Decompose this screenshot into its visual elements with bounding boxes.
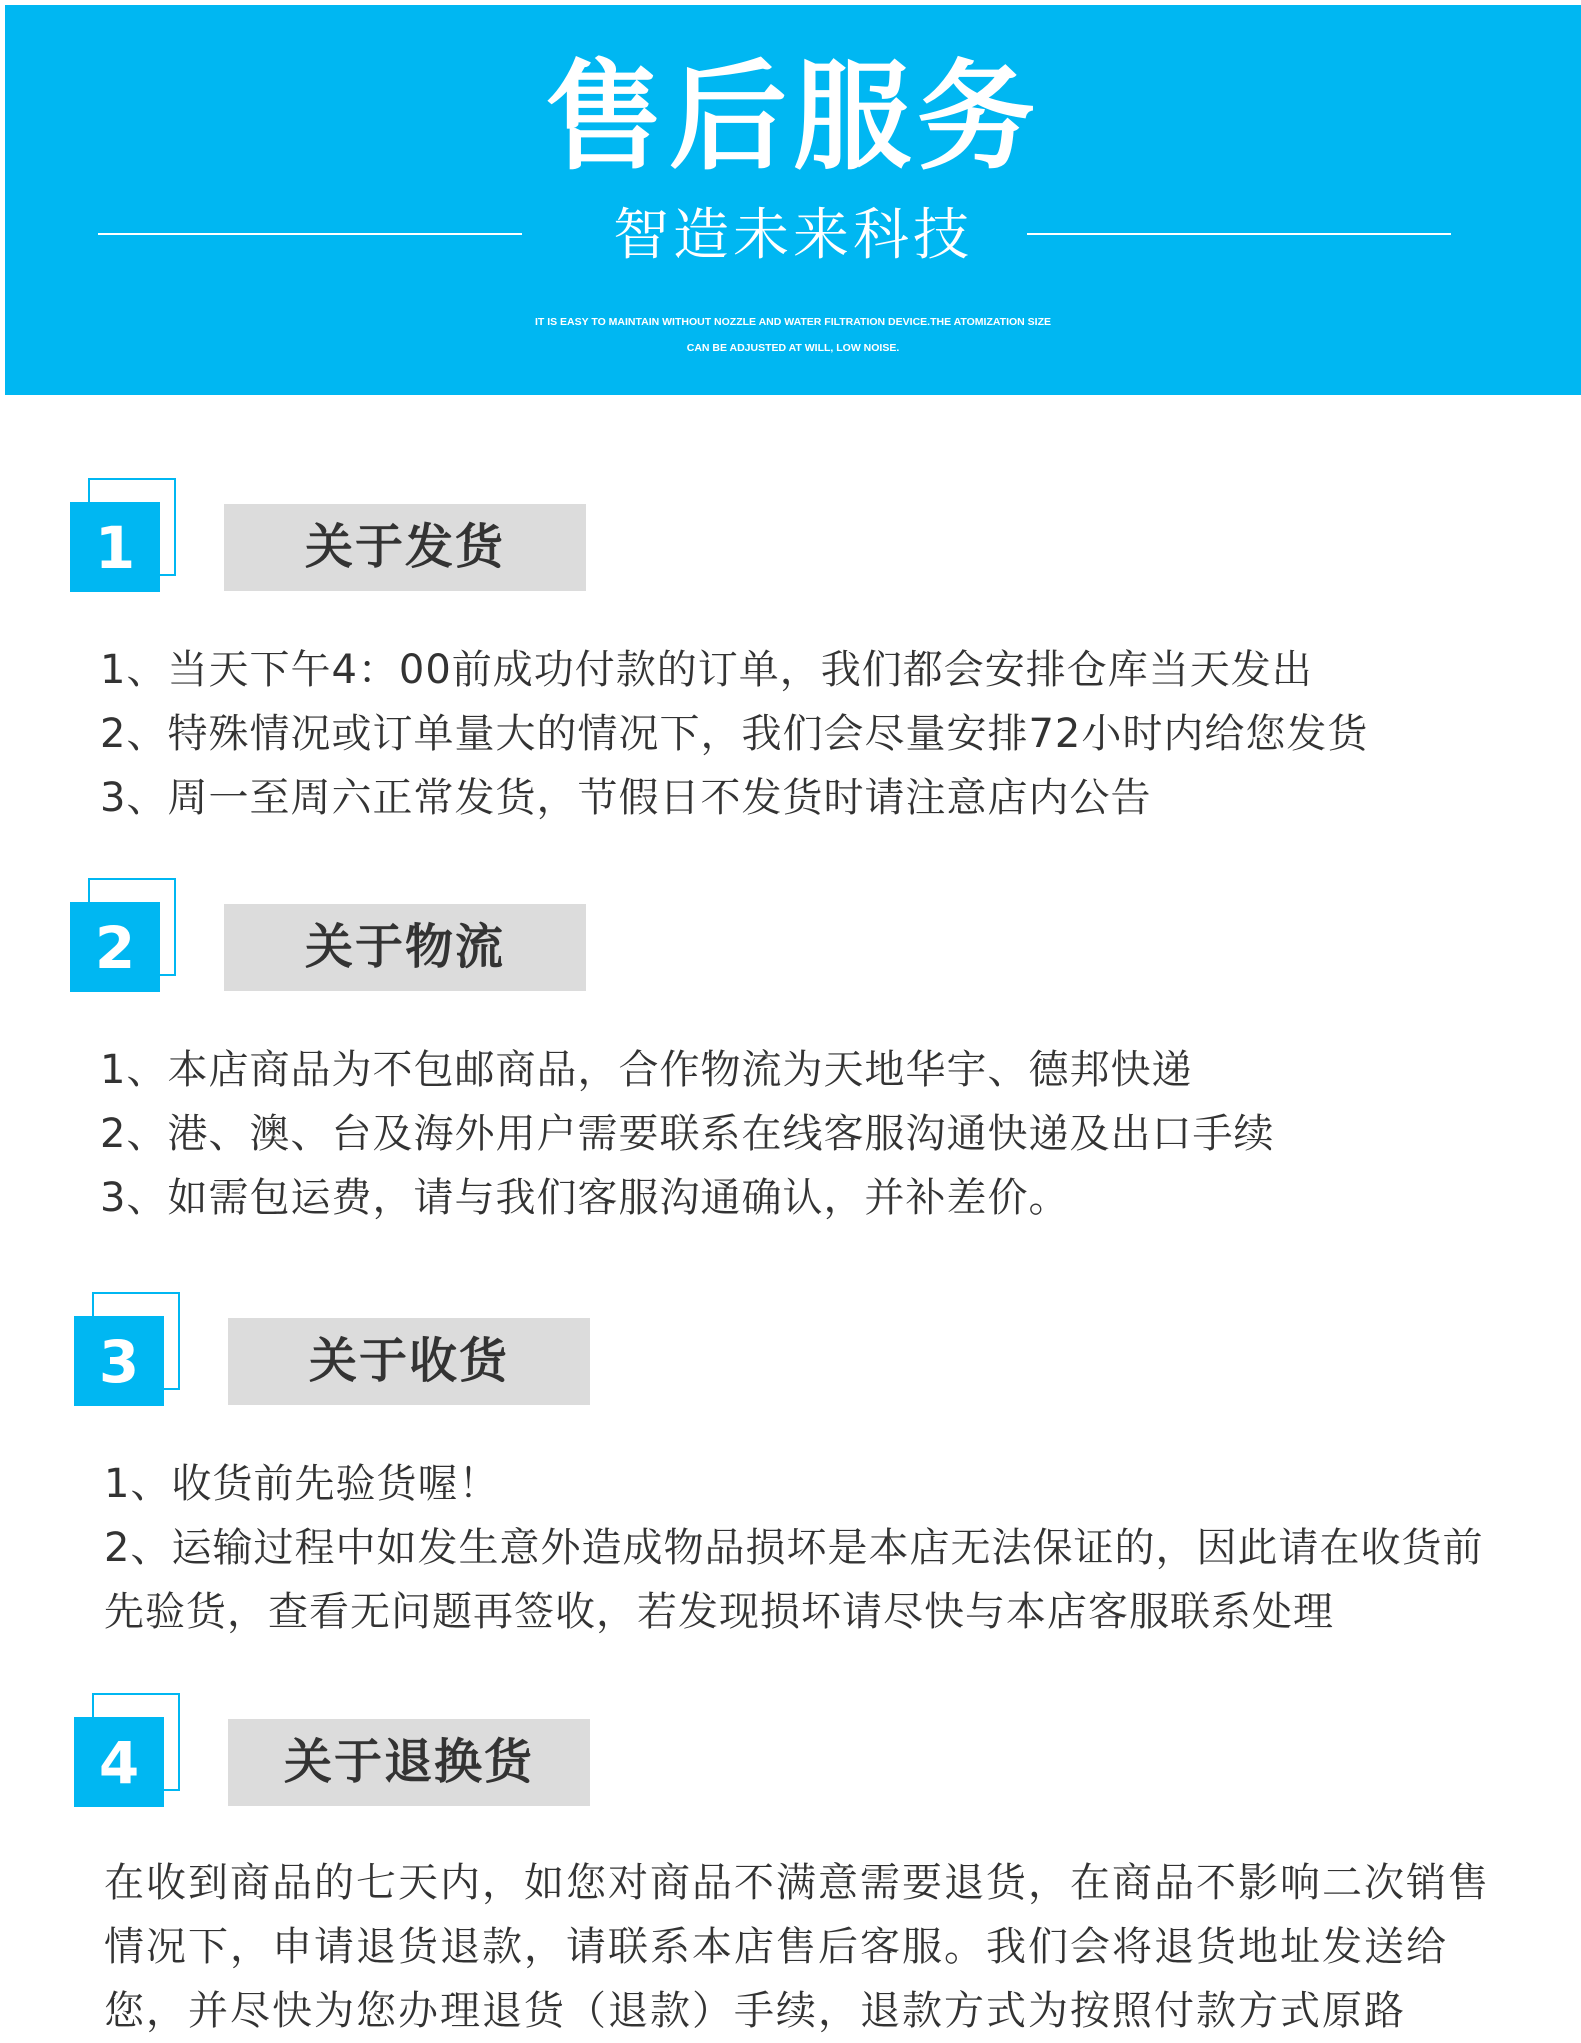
- section-title: 关于发货: [224, 504, 586, 591]
- section-number-badge: 3: [74, 1316, 164, 1406]
- list-item: 3、如需包运费，请与我们客服沟通确认，并补差价。: [100, 1175, 1070, 1221]
- list-item: 1、本店商品为不包邮商品，合作物流为天地华宇、德邦快递: [100, 1047, 1193, 1093]
- section-title: 关于收货: [228, 1318, 590, 1405]
- list-item: 2、港、澳、台及海外用户需要联系在线客服沟通快递及出口手续: [100, 1111, 1275, 1157]
- section-number-badge: 4: [74, 1717, 164, 1807]
- banner-divider-right: [1027, 233, 1451, 235]
- header-banner: [5, 5, 1581, 395]
- section-title: 关于物流: [224, 904, 586, 991]
- list-item: 2、特殊情况或订单量大的情况下，我们会尽量安排72小时内给您发货: [100, 711, 1369, 757]
- section-title: 关于退换货: [228, 1719, 590, 1806]
- list-item: 1、收货前先验货喔！: [104, 1461, 500, 1507]
- banner-caption-line2: CAN BE ADJUSTED AT WILL, LOW NOISE.: [686, 342, 900, 354]
- list-item: 2、运输过程中如发生意外造成物品损坏是本店无法保证的，因此请在收货前先验货，查看无问题再签收，若发现损坏请尽快与本店客服联系处理: [104, 1525, 1484, 1635]
- section-item-list: [104, 1452, 1514, 1644]
- banner-caption: [405, 307, 1181, 363]
- banner-caption-line1: IT IS EASY TO MAINTAIN WITHOUT NOZZLE AND WATER FILTRATION DEVICE.THE ATOMIZATION SIZE: [534, 316, 1052, 328]
- section-item-list: [100, 638, 1540, 830]
- section-number-badge: 2: [70, 902, 160, 992]
- section-paragraph: 在收到商品的七天内，如您对商品不满意需要退货，在商品不影响二次销售情况下，申请退货退款，请联系本店售后客服。我们会将退货地址发送给您，并尽快为您办理退货（退款）手续，退款方式为按照付款方式原路: [104, 1860, 1490, 2034]
- section-item-list: [100, 1038, 1540, 1230]
- list-item: 1、当天下午4：00前成功付款的订单，我们都会安排仓库当天发出: [100, 647, 1313, 693]
- list-item: 3、周一至周六正常发货，节假日不发货时请注意店内公告: [100, 775, 1152, 821]
- banner-subtitle: 智造未来科技: [613, 203, 973, 268]
- banner-title: 售后服务: [544, 48, 1041, 186]
- section-number-badge: 1: [70, 502, 160, 592]
